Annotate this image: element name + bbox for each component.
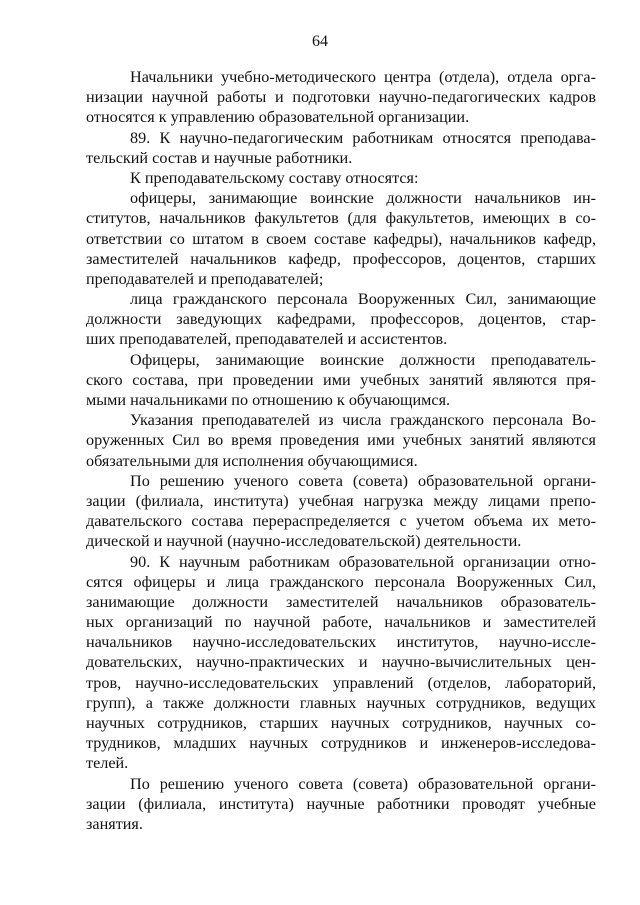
text-line: Указания преподавателей из числа гражданского персонала Во- — [130, 411, 596, 430]
text-line: дической и научной (научно-исследовательской) деятельности. — [86, 532, 522, 551]
text-line: занятия. — [86, 814, 143, 833]
text-line: должности заведующих кафедрами, профессоров, доцентов, стар- — [86, 310, 596, 329]
text-line: давательского состава перераспределяется с учетом объема их мето- — [86, 512, 596, 531]
text-line: трудников, младших научных сотрудников и инженеров-исследова- — [86, 734, 596, 753]
text-line: сятся офицеры и лица гражданского персонала Вооруженных Сил, — [86, 572, 596, 591]
text-line: мыми начальниками по отношению к обучающимся. — [86, 391, 451, 409]
text-line: ответствии со штатом в своем составе кафедры), начальников кафедр, — [86, 229, 596, 248]
text-line: низации научной работы и подготовки научно-педагогических кадров — [86, 88, 596, 107]
text-line: лица гражданского персонала Вооруженных Сил, занимающие — [130, 290, 596, 309]
text-line: телей. — [86, 754, 129, 773]
text-line: К преподавательскому составу относятся: — [130, 168, 419, 187]
page-number: 64 — [312, 33, 328, 50]
text-line: 89. К научно-педагогическим работникам относятся преподава- — [130, 128, 596, 147]
text-line: Начальники учебно-методического центра (отдела), отдела орга- — [130, 68, 596, 86]
text-line: офицеры, занимающие воинские должности начальников ин- — [130, 189, 596, 208]
text-line: заместителей начальников кафедр, профессоров, доцентов, старших — [86, 249, 596, 268]
text-line: ных организаций по научной работе, начальников и заместителей — [86, 613, 596, 632]
text-line: относятся к управлению образовательной организации. — [86, 108, 470, 127]
text-line: ститутов, начальников факультетов (для факультетов, имеющих в со- — [86, 209, 596, 228]
text-line: оруженных Сил во время проведения ими учебных занятий являются — [86, 431, 596, 450]
text-line: По решению ученого совета (совета) образовательной органи- — [130, 774, 596, 793]
text-line: научных сотрудников, старших научных сотрудников, научных со- — [86, 714, 596, 732]
text-line: Офицеры, занимающие воинские должности преподаватель- — [130, 350, 596, 369]
text-line: тельский состав и научные работники. — [86, 148, 353, 167]
text-line: начальников научно-исследовательских институтов, научно-иссле- — [86, 633, 596, 652]
body-text — [86, 67, 596, 834]
text-line: 90. К научным работникам образовательной организации отно- — [130, 552, 596, 571]
text-line: ского состава, при проведении ими учебных занятий являются пря- — [86, 370, 596, 389]
text-line: занимающие должности заместителей начальников образователь- — [86, 592, 596, 611]
text-line: довательских, научно-практических и научно-вычислительных цен- — [86, 653, 596, 672]
text-line: обязательными для исполнения обучающимися. — [86, 451, 418, 470]
text-line: зации (филиала, института) учебная нагрузка между лицами препо- — [86, 491, 596, 510]
text-line: преподавателей и преподавателей; — [86, 269, 324, 288]
text-line: По решению ученого совета (совета) образовательной органи- — [130, 471, 596, 490]
text-line: зации (филиала, института) научные работники проводят учебные — [86, 794, 596, 813]
text-line: тров, научно-исследовательских управлений (отделов, лабораторий, — [86, 673, 596, 692]
text-line: ших преподавателей, преподавателей и ассистентов. — [86, 330, 448, 349]
text-line: групп), а также должности главных научных сотрудников, ведущих — [86, 693, 596, 712]
